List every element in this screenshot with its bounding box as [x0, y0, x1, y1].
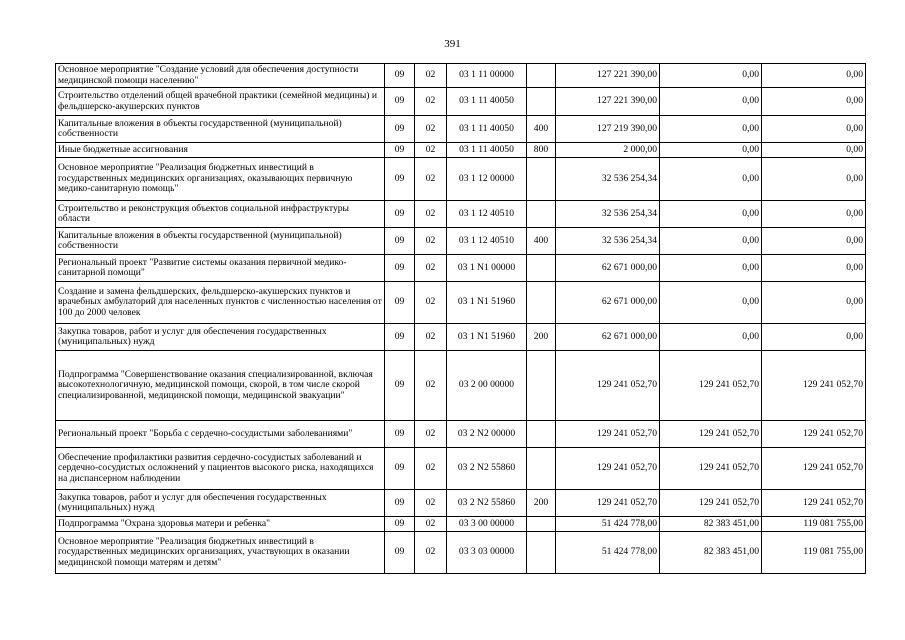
table-row: [56, 64, 866, 88]
row-name-cell: Региональный проект "Развитие системы оказания первичной медико-санитарной помощи": [56, 255, 385, 282]
amount-year2-cell: 0,00: [660, 88, 762, 116]
amount-year3-cell: 129 241 052,70: [762, 421, 866, 448]
amount-year3-cell: 0,00: [762, 228, 866, 255]
section-code-cell: 09: [385, 448, 415, 490]
table-row: [56, 517, 866, 532]
section-code-cell: 09: [385, 255, 415, 282]
row-name-cell: Основное мероприятие "Реализация бюджетных инвестиций в государственных медицинских организациях, участвующих в оказании медицинской помощи матерям и детям": [56, 532, 385, 574]
target-article-cell: 03 2 N2 55860: [447, 448, 527, 490]
table-row: [56, 421, 866, 448]
table-row: [56, 228, 866, 255]
section-code-cell: 09: [385, 64, 415, 88]
row-name-cell: Основное мероприятие "Реализация бюджетных инвестиций в государственных медицинских организациях, оказывающих первичную медико-санитарную помощь": [56, 158, 385, 201]
expense-type-cell: [527, 255, 556, 282]
subsection-code-cell: 02: [415, 490, 447, 517]
row-name-cell: Подпрограмма "Совершенствование оказания специализированной, включая высокотехнологичную, медицинской помощи, скорой, в том числе скорой специализированной, медицинской помощи, медицинской эвакуации": [56, 351, 385, 421]
amount-year3-cell: 119 081 755,00: [762, 532, 866, 574]
expense-type-cell: [527, 282, 556, 324]
subsection-code-cell: 02: [415, 532, 447, 574]
row-name-cell: Региональный проект "Борьба с сердечно-сосудистыми заболеваниями": [56, 421, 385, 448]
subsection-code-cell: 02: [415, 88, 447, 116]
amount-year1-cell: 129 241 052,70: [556, 421, 660, 448]
amount-year3-cell: 0,00: [762, 88, 866, 116]
amount-year1-cell: 62 671 000,00: [556, 324, 660, 351]
expense-type-cell: [527, 421, 556, 448]
section-code-cell: 09: [385, 158, 415, 201]
amount-year2-cell: 0,00: [660, 201, 762, 228]
amount-year1-cell: 32 536 254,34: [556, 158, 660, 201]
amount-year2-cell: 0,00: [660, 143, 762, 158]
subsection-code-cell: 02: [415, 158, 447, 201]
amount-year3-cell: 0,00: [762, 201, 866, 228]
budget-table-body: [56, 64, 866, 574]
section-code-cell: 09: [385, 532, 415, 574]
section-code-cell: 09: [385, 143, 415, 158]
subsection-code-cell: 02: [415, 228, 447, 255]
amount-year2-cell: 0,00: [660, 255, 762, 282]
target-article-cell: 03 1 11 00000: [447, 64, 527, 88]
subsection-code-cell: 02: [415, 255, 447, 282]
row-name-cell: Капитальные вложения в объекты государственной (муниципальной) собственности: [56, 116, 385, 143]
table-row: [56, 448, 866, 490]
amount-year3-cell: 129 241 052,70: [762, 351, 866, 421]
subsection-code-cell: 02: [415, 517, 447, 532]
row-name-cell: Закупка товаров, работ и услуг для обеспечения государственных (муниципальных) нужд: [56, 324, 385, 351]
amount-year1-cell: 129 241 052,70: [556, 490, 660, 517]
amount-year3-cell: 129 241 052,70: [762, 448, 866, 490]
target-article-cell: 03 3 00 00000: [447, 517, 527, 532]
target-article-cell: 03 1 12 00000: [447, 158, 527, 201]
amount-year2-cell: 0,00: [660, 64, 762, 88]
amount-year3-cell: 0,00: [762, 282, 866, 324]
amount-year1-cell: 127 219 390,00: [556, 116, 660, 143]
subsection-code-cell: 02: [415, 143, 447, 158]
table-row: [56, 158, 866, 201]
row-name-cell: Создание и замена фельдшерских, фельдшерско-акушерских пунктов и врачебных амбулаторий для населенных пунктов с численностью населения от 100 до 2000 человек: [56, 282, 385, 324]
table-row: [56, 351, 866, 421]
row-name-cell: Закупка товаров, работ и услуг для обеспечения государственных (муниципальных) нужд: [56, 490, 385, 517]
section-code-cell: 09: [385, 116, 415, 143]
table-row: [56, 282, 866, 324]
expense-type-cell: [527, 448, 556, 490]
target-article-cell: 03 1 12 40510: [447, 228, 527, 255]
amount-year3-cell: 0,00: [762, 324, 866, 351]
row-name-cell: Строительство отделений общей врачебной практики (семейной медицины) и фельдшерско-акушерских пунктов: [56, 88, 385, 116]
expense-type-cell: [527, 532, 556, 574]
expense-type-cell: 200: [527, 490, 556, 517]
amount-year1-cell: 32 536 254,34: [556, 228, 660, 255]
amount-year3-cell: 0,00: [762, 116, 866, 143]
section-code-cell: 09: [385, 351, 415, 421]
amount-year2-cell: 129 241 052,70: [660, 490, 762, 517]
target-article-cell: 03 3 03 00000: [447, 532, 527, 574]
amount-year2-cell: 0,00: [660, 116, 762, 143]
budget-table: [55, 63, 866, 574]
table-row: [56, 201, 866, 228]
expense-type-cell: [527, 517, 556, 532]
section-code-cell: 09: [385, 228, 415, 255]
amount-year2-cell: 82 383 451,00: [660, 517, 762, 532]
section-code-cell: 09: [385, 421, 415, 448]
expense-type-cell: [527, 64, 556, 88]
table-row: [56, 143, 866, 158]
table-row: [56, 255, 866, 282]
expense-type-cell: [527, 88, 556, 116]
row-name-cell: Капитальные вложения в объекты государственной (муниципальной) собственности: [56, 228, 385, 255]
table-row: [56, 490, 866, 517]
subsection-code-cell: 02: [415, 351, 447, 421]
target-article-cell: 03 1 11 40050: [447, 116, 527, 143]
subsection-code-cell: 02: [415, 324, 447, 351]
page-number: 391: [444, 38, 461, 50]
amount-year2-cell: 82 383 451,00: [660, 532, 762, 574]
section-code-cell: 09: [385, 490, 415, 517]
expense-type-cell: 400: [527, 228, 556, 255]
amount-year3-cell: 129 241 052,70: [762, 490, 866, 517]
amount-year2-cell: 129 241 052,70: [660, 448, 762, 490]
amount-year1-cell: 51 424 778,00: [556, 532, 660, 574]
amount-year3-cell: 0,00: [762, 255, 866, 282]
section-code-cell: 09: [385, 324, 415, 351]
table-row: [56, 116, 866, 143]
target-article-cell: 03 1 11 40050: [447, 143, 527, 158]
expense-type-cell: [527, 351, 556, 421]
amount-year1-cell: 127 221 390,00: [556, 88, 660, 116]
table-row: [56, 532, 866, 574]
amount-year1-cell: 2 000,00: [556, 143, 660, 158]
target-article-cell: 03 1 N1 51960: [447, 324, 527, 351]
row-name-cell: Строительство и реконструкция объектов социальной инфраструктуры области: [56, 201, 385, 228]
amount-year3-cell: 119 081 755,00: [762, 517, 866, 532]
amount-year2-cell: 0,00: [660, 282, 762, 324]
section-code-cell: 09: [385, 201, 415, 228]
target-article-cell: 03 1 12 40510: [447, 201, 527, 228]
amount-year1-cell: 62 671 000,00: [556, 282, 660, 324]
target-article-cell: 03 1 N1 51960: [447, 282, 527, 324]
amount-year2-cell: 129 241 052,70: [660, 421, 762, 448]
amount-year1-cell: 62 671 000,00: [556, 255, 660, 282]
subsection-code-cell: 02: [415, 421, 447, 448]
target-article-cell: 03 2 N2 00000: [447, 421, 527, 448]
subsection-code-cell: 02: [415, 64, 447, 88]
target-article-cell: 03 1 11 40050: [447, 88, 527, 116]
section-code-cell: 09: [385, 517, 415, 532]
amount-year3-cell: 0,00: [762, 158, 866, 201]
table-row: [56, 324, 866, 351]
expense-type-cell: 200: [527, 324, 556, 351]
amount-year1-cell: 129 241 052,70: [556, 448, 660, 490]
table-row: [56, 88, 866, 116]
section-code-cell: 09: [385, 88, 415, 116]
amount-year3-cell: 0,00: [762, 143, 866, 158]
amount-year2-cell: 0,00: [660, 228, 762, 255]
expense-type-cell: 800: [527, 143, 556, 158]
amount-year1-cell: 127 221 390,00: [556, 64, 660, 88]
amount-year3-cell: 0,00: [762, 64, 866, 88]
target-article-cell: 03 2 00 00000: [447, 351, 527, 421]
row-name-cell: Подпрограмма "Охрана здоровья матери и ребенка": [56, 517, 385, 532]
subsection-code-cell: 02: [415, 201, 447, 228]
subsection-code-cell: 02: [415, 448, 447, 490]
target-article-cell: 03 1 N1 00000: [447, 255, 527, 282]
row-name-cell: Обеспечение профилактики развития сердечно-сосудистых заболеваний и сердечно-сосудистых осложнений у пациентов высокого риска, находящихся на диспансерном наблюдении: [56, 448, 385, 490]
amount-year1-cell: 32 536 254,34: [556, 201, 660, 228]
amount-year2-cell: 129 241 052,70: [660, 351, 762, 421]
amount-year2-cell: 0,00: [660, 324, 762, 351]
amount-year1-cell: 129 241 052,70: [556, 351, 660, 421]
expense-type-cell: 400: [527, 116, 556, 143]
target-article-cell: 03 2 N2 55860: [447, 490, 527, 517]
section-code-cell: 09: [385, 282, 415, 324]
amount-year2-cell: 0,00: [660, 158, 762, 201]
subsection-code-cell: 02: [415, 116, 447, 143]
subsection-code-cell: 02: [415, 282, 447, 324]
expense-type-cell: [527, 158, 556, 201]
amount-year1-cell: 51 424 778,00: [556, 517, 660, 532]
row-name-cell: Основное мероприятие "Создание условий для обеспечения доступности медицинской помощи населению": [56, 64, 385, 88]
expense-type-cell: [527, 201, 556, 228]
row-name-cell: Иные бюджетные ассигнования: [56, 143, 385, 158]
